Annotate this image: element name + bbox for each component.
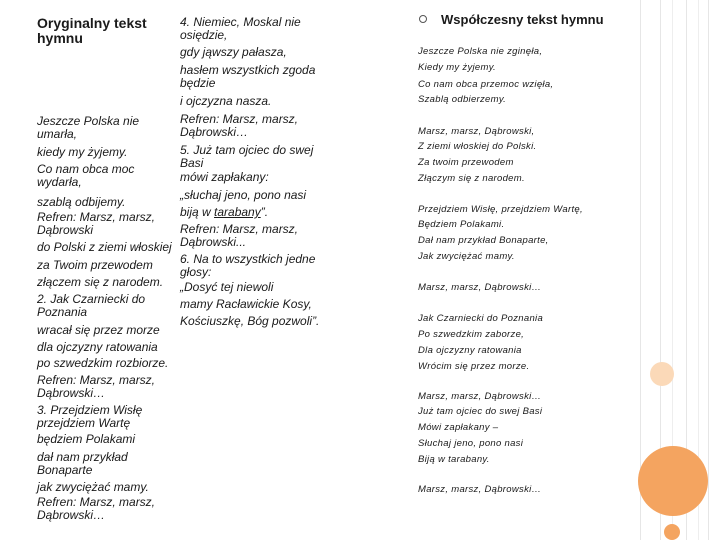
modern-line-21: Słuchaj jeno, pono nasi [418, 438, 524, 449]
original-cont-line-18: 6. Na to wszystkich jedne [180, 252, 316, 266]
orange-circle-medium [664, 524, 680, 540]
original-line-7: Refren: Marsz, marsz, [37, 210, 156, 224]
divider-line-1 [640, 0, 641, 540]
original-line-3: kiedy my żyjemy. [37, 145, 128, 159]
strike-prefix: biją w [180, 205, 215, 219]
modern-title: Współczesny tekst hymnu [441, 12, 604, 27]
original-line-8: Dąbrowski [37, 223, 94, 237]
original-cont-line-16: Refren: Marsz, marsz, [180, 222, 299, 236]
original-cont-line-8: Dąbrowski… [180, 125, 249, 139]
original-line-9: do Polski z ziemi włoskiej [37, 240, 172, 254]
modern-line-9: Przejdziem Wisłę, przejdziem Wartę, [418, 204, 583, 215]
original-cont-line-17: Dąbrowski... [180, 235, 247, 249]
original-line-14: wracał się przez morze [37, 323, 160, 337]
modern-line-3: Co nam obca przemoc wzięła, [418, 79, 554, 90]
original-cont-line-12: „słuchaj jeno, pono nasi [180, 188, 307, 202]
orange-circle-large [638, 446, 708, 516]
strike-suffix: ”. [260, 205, 269, 219]
original-title-line-2: hymnu [37, 30, 83, 46]
original-line-10: za Twoim przewodem [37, 258, 153, 272]
divider-line-6 [708, 0, 709, 540]
original-cont-line-6: i ojczyzna nasza. [180, 94, 272, 108]
modern-line-17: Wrócim się przez morze. [418, 361, 530, 372]
original-line-24: jak zwyciężać mamy. [37, 480, 149, 494]
modern-line-1: Jeszcze Polska nie zginęła, [418, 46, 543, 57]
original-cont-line-11: mówi zapłakany: [180, 170, 269, 184]
original-line-1: Jeszcze Polska nie [37, 114, 140, 128]
orange-circle-small [650, 362, 674, 386]
modern-line-18: Marsz, marsz, Dąbrowski… [418, 391, 542, 402]
original-cont-line-21: mamy Racławickie Kosy, [180, 297, 312, 311]
original-line-25: Refren: Marsz, marsz, [37, 495, 156, 509]
original-line-16: po szwedzkim rozbiorze. [37, 356, 169, 370]
original-line-21: będziem Polakami [37, 432, 136, 446]
modern-line-15: Po szwedzkim zaborze, [418, 329, 525, 340]
original-title [37, 16, 147, 46]
original-line-20: przejdziem Wartę [37, 416, 131, 430]
original-cont-line-19: głosy: [180, 265, 212, 279]
modern-line-8: Złączym się z narodem. [418, 173, 525, 184]
modern-line-4: Szablą odbierzemy. [418, 94, 507, 105]
modern-line-10: Będziem Polakami. [418, 219, 505, 230]
modern-line-16: Dla ojczyzny ratowania [418, 345, 522, 356]
modern-line-22: Biją w tarabany. [418, 454, 490, 465]
original-cont-line-2: osiędzie, [180, 28, 228, 42]
original-line-17: Refren: Marsz, marsz, [37, 373, 156, 387]
modern-line-7: Za twoim przewodem [418, 157, 514, 168]
original-cont-line-10: Basi [180, 156, 204, 170]
original-cont-line-22: Kościuszkę, Bóg pozwoli”. [180, 314, 320, 328]
modern-line-23: Marsz, marsz, Dąbrowski… [418, 484, 542, 495]
modern-line-13: Marsz, marsz, Dąbrowski… [418, 282, 542, 293]
original-cont-line-5: będzie [180, 76, 216, 90]
original-line-23: Bonaparte [37, 463, 93, 477]
modern-line-14: Jak Czarniecki do Poznania [418, 313, 544, 324]
original-line-11: złączem się z narodem. [37, 275, 164, 289]
modern-line-19: Już tam ojciec do swej Basi [418, 406, 543, 417]
original-line-strike [180, 206, 268, 219]
original-line-13: Poznania [37, 305, 88, 319]
original-cont-line-4: hasłem wszystkich zgoda [180, 63, 316, 77]
original-line-18: Dąbrowski… [37, 386, 106, 400]
original-cont-line-3: gdy jąwszy pałasza, [180, 45, 287, 59]
original-line-19: 3. Przejdziem Wisłę [37, 403, 143, 417]
modern-line-5: Marsz, marsz, Dąbrowski, [418, 126, 535, 137]
modern-line-20: Mówi zapłakany – [418, 422, 499, 433]
original-line-15: dla ojczyzny ratowania [37, 340, 158, 354]
original-title-line-1: Oryginalny tekst [37, 15, 147, 31]
original-cont-line-20: „Dosyć tej niewoli [180, 280, 274, 294]
original-line-2: umarła, [37, 127, 78, 141]
original-line-6: szablą odbijemy. [37, 195, 126, 209]
original-line-4: Co nam obca moc [37, 162, 135, 176]
original-cont-line-9: 5. Już tam ojciec do swej [180, 143, 314, 157]
modern-line-11: Dał nam przykład Bonaparte, [418, 235, 549, 246]
original-line-26: Dąbrowski… [37, 508, 106, 522]
bullet-circle-icon [418, 14, 428, 24]
original-cont-line-7: Refren: Marsz, marsz, [180, 112, 299, 126]
modern-line-6: Z ziemi włoskiej do Polski. [418, 141, 537, 152]
original-line-22: dał nam przykład [37, 450, 128, 464]
original-cont-line-1: 4. Niemiec, Moskal nie [180, 15, 301, 29]
underlined-word: tarabany [214, 205, 261, 219]
modern-line-12: Jak zwyciężać mamy. [418, 251, 515, 262]
original-line-12: 2. Jak Czarniecki do [37, 292, 146, 306]
original-line-5: wydarła, [37, 175, 82, 189]
modern-line-2: Kiedy my żyjemy. [418, 62, 496, 73]
